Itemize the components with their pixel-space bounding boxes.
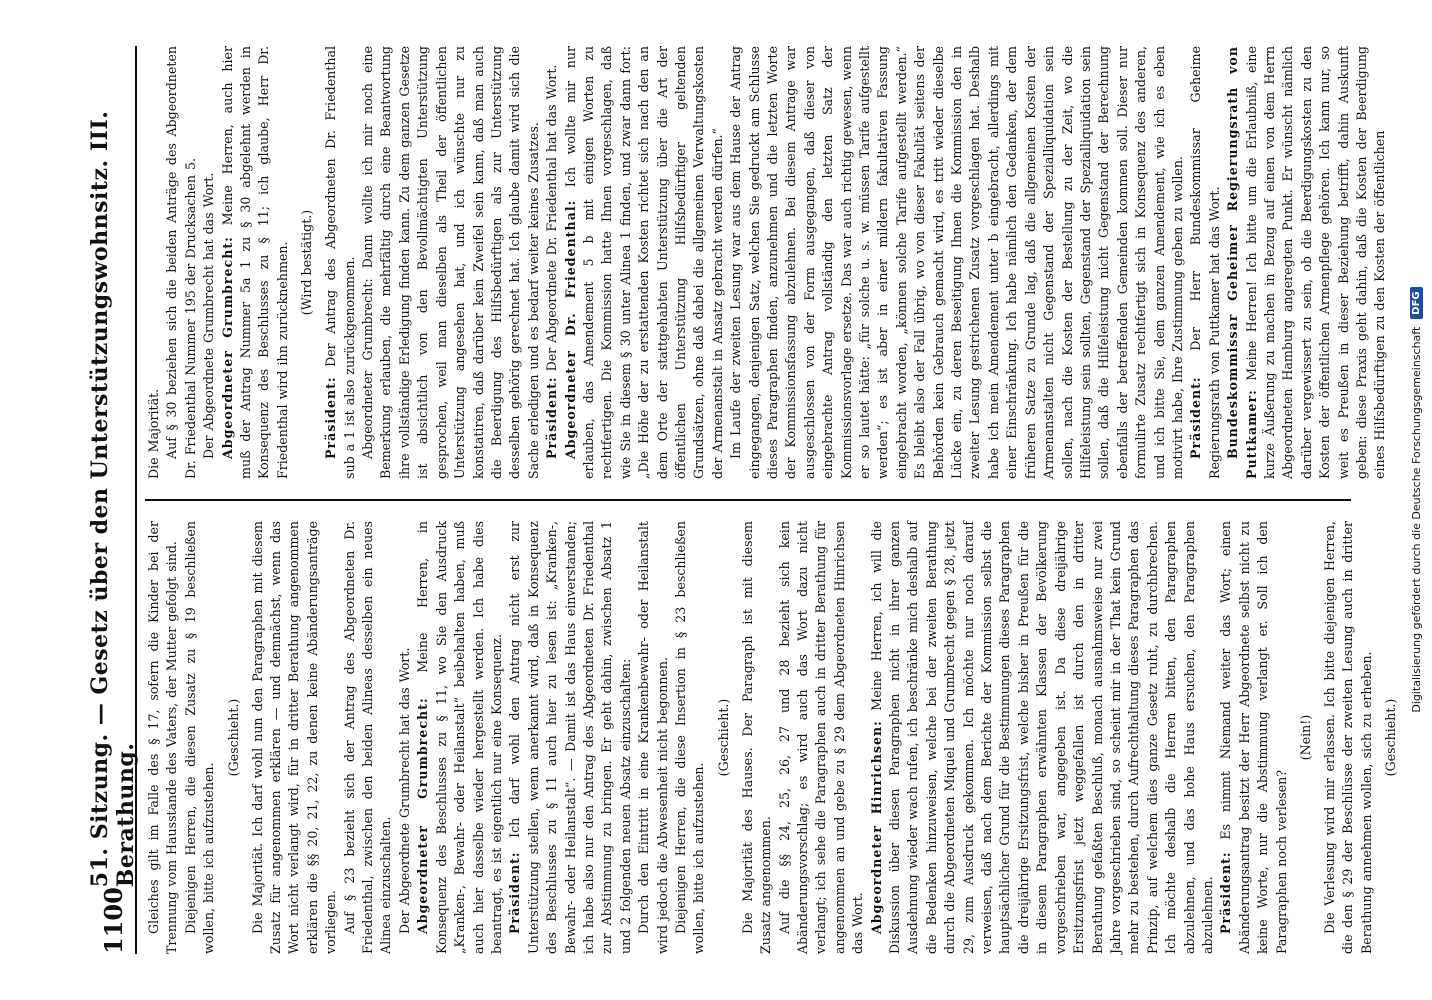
paragraph bbox=[341, 521, 396, 954]
paragraph bbox=[182, 521, 219, 954]
paragraph-text: Durch den Eintritt in eine Krankenbewahr- oder Heilanstalt wird jedoch die Abwesenheit nicht begonnen. bbox=[636, 521, 670, 954]
speaker-name: Präsident: bbox=[1188, 376, 1204, 459]
paragraph-text: Gleiches gilt im Falle des § 17, sofern die Kinder bei der Trennung vom Hausstande des Vaters, der Mutter gefolgt sind. bbox=[146, 521, 180, 954]
rotated-page bbox=[71, 20, 1399, 980]
paragraph bbox=[562, 46, 728, 479]
paragraph-text: Der Abgeordnete Dr. Friedenthal hat das Wort. bbox=[544, 64, 560, 372]
dfg-logo: DFG bbox=[1410, 287, 1423, 318]
text-columns bbox=[145, 45, 1399, 954]
paragraph-text: (Geschieht.) bbox=[715, 698, 731, 777]
paragraph bbox=[163, 46, 200, 479]
page-number: 1100 bbox=[98, 887, 128, 954]
speaker-name: Präsident: bbox=[323, 376, 339, 459]
paragraph-text: Es nimmt Niemand weiter das Wort; einen Abänderungsantrag besitzt der Herr Abgeordnete selbst nicht zu keine Worte, nur die Abstimmung verlangt er. Soll ich den Paragraphen noch verlesen? bbox=[1218, 521, 1289, 954]
speaker-name: Präsident: bbox=[507, 851, 523, 934]
speaker-name: Abgeordneter Grumbrecht: bbox=[415, 697, 431, 934]
paragraph-text: Der Abgeordnete Grumbrecht hat das Wort. bbox=[396, 647, 412, 934]
paragraph bbox=[396, 521, 414, 954]
stage-direction bbox=[711, 521, 737, 954]
footer-text: Digitalisierung gefördert durch die Deutsche Forschungsgemeinschaft bbox=[1409, 326, 1423, 713]
page-title: 51. Sitzung. — Gesetz über den Unterstützungswohnsitz. III. Berathung. bbox=[87, 110, 139, 888]
speaker-name: Abgeordneter Dr. Friedenthal: bbox=[562, 199, 578, 459]
paragraph-text: Auf die §§ 24, 25, 26, 27 und 28 bezieht sich kein Abänderungsvorschlag; es wird auch das Wort dazu nicht verlangt; ich sehe die Paragraphen auch in dritter Berathung für angenommen an und gebe zu § 29 dem Abgeordneten Hinrichsen das Wort. bbox=[776, 521, 866, 954]
speaker-name: Abgeordneter Hinrichsen: bbox=[868, 720, 884, 934]
paragraph-text: (Nein!) bbox=[1297, 714, 1313, 761]
right-column bbox=[145, 45, 1388, 479]
paragraph-text: Die Majorität des Hauses. Der Paragraph ist mit diesem Zusatz angenommen. bbox=[739, 521, 774, 954]
paragraph bbox=[868, 521, 1218, 954]
paragraph-text: Die Majorität. Ich darf wohl nun den Paragraphen mit diesem Zusatz für angenommen erklären — und demnächst, wenn das Wort nicht verlangt wird, für in dritter Berathung angenommen erklären die §§ 20, 21, 22, zu denen keine Abänderungsanträge vorliegen. bbox=[249, 521, 339, 954]
paragraph bbox=[543, 46, 561, 479]
paragraph bbox=[1217, 521, 1291, 954]
paragraph-text: Im Laufe der zweiten Lesung war aus dem Hause der Antrag eingegangen, denjenigen Satz, welchen Sie gedruckt am Schlusse dieses Paragraphen finden, anzunehmen und die letzten Worte der Kommissionsfassung abzulehnen. Bei diesem Antrage war ausgeschlossen von der Form ausgegangen, daß dieser von eingebrachte Antrag vollständig den letzten Satz der Kommissionsvorlage ersetze. Das war auch richtig gewesen, wenn er so lautet hätte: „für solche u. s. w. müssen Tarife aufgestellt werden“; es ist aber in einer mildern fakultativen Fassung eingebracht worden, „können solche Tarife aufgestellt werden.“ Es bleibt also der Fall übrig, wo von dieser Fakultät seitens der Behörden kein Gebrauch gemacht wird, es tritt wieder dieselbe Lücke ein, zu deren Beseitigung Ihnen die Kommission den in zweiter Lesung gestrichenen Zusatz vorgeschlagen hat. Deshalb habe ich mein Amendement unter b eingebracht, allerdings mit einer Einschränkung. Ich habe nämlich den Gedanken, der dem früheren Satze zu Grunde lag, daß die allgemeinen Kosten der Armenanstalten nicht Gegenstand der Spezialliquidation sein sollen, nach die Kosten der Bestellung zu der Zeit, wo die Hilfeleistung sein sollten, Gegenstand der Spezialliquidation sein sollen, daß die Hilfeleistung nicht Gegenstand der Berechnung ebenfalls der betreffenden Gemeinden kommen soll. Dieser nur formulirte Zusatz rechtfertigt sich in Konsequenz des anderen, und ich bitte Sie, dem ganzen Amendement, wie ich es eben motivirt habe, Ihre Zustimmung geben zu wollen. bbox=[728, 46, 1185, 479]
paragraph bbox=[727, 46, 1187, 479]
paragraph-text: Diejenigen Herren, die diese Insertion in § 23 beschließen wollen, bitte ich aufzustehen. bbox=[672, 521, 707, 954]
paragraph-text: Der Herr Bundeskommissar Geheime Regierungsrath von Puttkamer hat das Wort. bbox=[1188, 46, 1222, 479]
paragraph-text: Meine Herren, in Konsequenz des Beschlusses zu § 11, wo Sie den Ausdruck „Kranken-, Bewahr- oder Heilanstalt“ beibehalten haben, muß auch hier dasselbe wieder hergestellt werden. Ich habe dies beantragt, es ist eigentlich nur eine Konsequenz. bbox=[415, 521, 504, 954]
paragraph-text: Die Majorität. bbox=[146, 388, 161, 479]
paragraph bbox=[219, 46, 293, 479]
paragraph-text: Der Antrag des Abgeordneten Dr. Friedenthal sub a 1 ist also zurückgenommen. bbox=[323, 46, 357, 479]
speaker-name: Bundeskommissar Geheimer Regierungsrath von Puttkamer: bbox=[1225, 46, 1259, 479]
paragraph bbox=[506, 521, 635, 954]
stage-direction bbox=[1293, 521, 1319, 954]
paragraph bbox=[414, 521, 506, 954]
paragraph-text: Meine Herren, ich will die Diskussion über diesen Paragraphen nicht in ihrer ganzen Ausdehnung wieder wach rufen, ich beschränke mich deshalb auf die Bedenken hinzuweisen, welche bei der zweiten Berathung durch die Abgeordneten Miquel und Grumbrecht gegen § 28, jetzt 29, zum Ausdruck gekommen. Ich möchte nur noch darauf verweisen, daß nach dem Berichte der Kommission selbst die hauptsächlicher Grund für die Bestimmungen dieses Paragraphen die dreijährige Ersitzungsfrist, welche bisher in Preußen für die in diesem Paragraphen erwähnten Klassen der Bevölkerung vorgeschrieben war, angegeben ist. Da diese dreijährige Ersitzungsfrist jetzt weggefallen ist durch den in dritter Berathung gefaßten Beschluß, monach ausnahmsweise nur zwei Jahre vorgeschrieben sind, so scheint mir in der That kein Grund mehr zu bestehen, durch Aufrechthaltung dieses Paragraphen das Prinzip, auf welchem dies ganze Gesetz ruht, zu durchbrechen. Ich möchte deshalb die Herren bitten, den Paragraphen abzulehnen, und das hohe Haus ersuchen, den Paragraphen abzulehnen. bbox=[868, 521, 1215, 954]
paragraph-text: Die Verlesung wird mir erlassen. Ich bitte diejenigen Herren, die den § 29 der Beschlüsse der zweiten Lesung auch in dritter Berathung annehmen wollen, sich zu erheben. bbox=[1321, 521, 1374, 954]
paragraph-text: Auf § 23 bezieht sich der Antrag des Abgeordneten Dr. Friedenthal, zwischen den beiden Alineas desselben ein neues Alinea einzuschalten. bbox=[341, 521, 394, 954]
left-column bbox=[145, 521, 1399, 954]
paragraph bbox=[739, 521, 776, 954]
speaker-name: Abgeordneter Grumbrecht: bbox=[219, 236, 235, 459]
stage-direction bbox=[294, 46, 320, 479]
paragraph-text: (Geschieht.) bbox=[225, 698, 241, 777]
stage-direction bbox=[1378, 521, 1404, 954]
paragraph-text: (Wird bestätigt.) bbox=[299, 209, 315, 316]
paragraph-text: Abgeordneter Grumbrecht: Dann wollte ich mir noch eine Bemerkung erlauben, die mehrfältig durch eine Beantwortung ihre vollständige Erledigung finden kann. Zu dem ganzen Gesetze ist absichtlich von den Bevollmächtigten Unterstützung gesprochen, weil man dieselben als Theil der öffentlichen Unterstützung angesehen hat, und ich wünschte nur zu konstatiren, daß darüber kein Zweifel sein kann, daß man auch die Beerdigung des Hilfsbedürftigen als zur Unterstützung desselben gehörig gerechnet hat. Ich glaube damit wird sich die Sache erledigen und es bedarf weiter keines Zusatzes. bbox=[360, 46, 541, 479]
paragraph bbox=[249, 521, 341, 954]
paragraph-text: Ich wollte mir nur erlauben, das Amendement 5 b mit einigen Worten zu rechtfertigen. Die Kommission hatte Ihnen vorgeschlagen, daß wie Sie in diesem § 30 unter Alinea 1 finden, und zwar dann fort: „Die Höhe der zu erstattenden Kosten richtet sich nach den an dem Orte der stattgehabten Unterstützung über die Art der öffentlichen Unterstützung Hilfsbedürftiger geltenden Grundsätzen, ohne daß dabei die allgemeinen Verwaltungskosten der Armenanstalt in Ansatz gebracht werden dürfen.“ bbox=[562, 45, 725, 479]
paragraph bbox=[1321, 521, 1376, 954]
paragraph-text: Meine Herren, auch hier muß der Antrag Nummer 5a 1 zu § 30 abgelehnt werden in Konsequenz des Beschlusses zu § 11; ich glaube, Herr Dr. Friedenthal wird ihn zurücknehmen. bbox=[219, 46, 290, 479]
paragraph-text: Meine Herren! Ich bitte um die Erlaubniß, eine kurze Äußerung zu machen in Bezug auf einen von dem Herrn Abgeordneten Hamburg angeregten Punkt. Er wünscht nämlich darüber vergewissert zu sein, ob die Beerdigungskosten zu den Kosten der öffentlichen Armenpflege gehören. Ich kann nur, so weit es Preußen in dieser Beziehung betrifft, dahin Auskunft geben: diese Praxis geht dahin, daß die Kosten der Beerdigung eines Hilfsbedürftigen zu den Kosten der öffentlichen bbox=[1243, 46, 1388, 479]
stage-direction bbox=[221, 521, 247, 954]
paragraph bbox=[359, 46, 543, 479]
paragraph-text: Diejenigen Herren, die diesen Zusatz zu § 19 beschließen wollen, bitte ich aufzustehen. bbox=[182, 521, 217, 954]
paragraph-text: Ich darf wohl den Antrag nicht erst zur Unterstützung stellen, wenn anerkannt wird, daß in Konsequenz des Beschlusses zu § 11 auch hier zu lesen ist: „Kranken-, Bewahr- oder Heilanstalt“. — Damit ist das Haus einverstanden; ich habe also nur den Antrag des Abgeordneten Dr. Friedenthal zur Abstimmung zu bringen. Er geht dahin, zwischen Absatz 1 und 2 folgenden neuen Absatz einzuschalten: bbox=[507, 521, 633, 954]
digitization-footer bbox=[1406, 20, 1426, 980]
paragraph bbox=[322, 46, 359, 479]
paragraph bbox=[635, 521, 672, 954]
speaker-name: Präsident: bbox=[1218, 851, 1234, 934]
paragraph bbox=[1187, 46, 1224, 479]
paragraph-text: Auf § 30 beziehen sich die beiden Anträge des Abgeordneten Dr. Friedenthal Nummer 195 der Drucksachen 5. bbox=[164, 46, 198, 479]
paragraph bbox=[200, 46, 218, 479]
paragraph bbox=[776, 521, 868, 954]
paragraph-text: (Geschieht.) bbox=[1383, 698, 1399, 777]
speaker-name: Präsident: bbox=[544, 376, 560, 459]
paragraph-text: Der Abgeordnete Grumbrecht hat das Wort. bbox=[201, 172, 217, 459]
paragraph bbox=[1224, 46, 1390, 479]
page-header bbox=[87, 46, 139, 954]
paragraph bbox=[672, 521, 709, 954]
column-divider bbox=[145, 499, 1351, 501]
paragraph bbox=[145, 521, 182, 954]
paragraph bbox=[145, 46, 163, 479]
